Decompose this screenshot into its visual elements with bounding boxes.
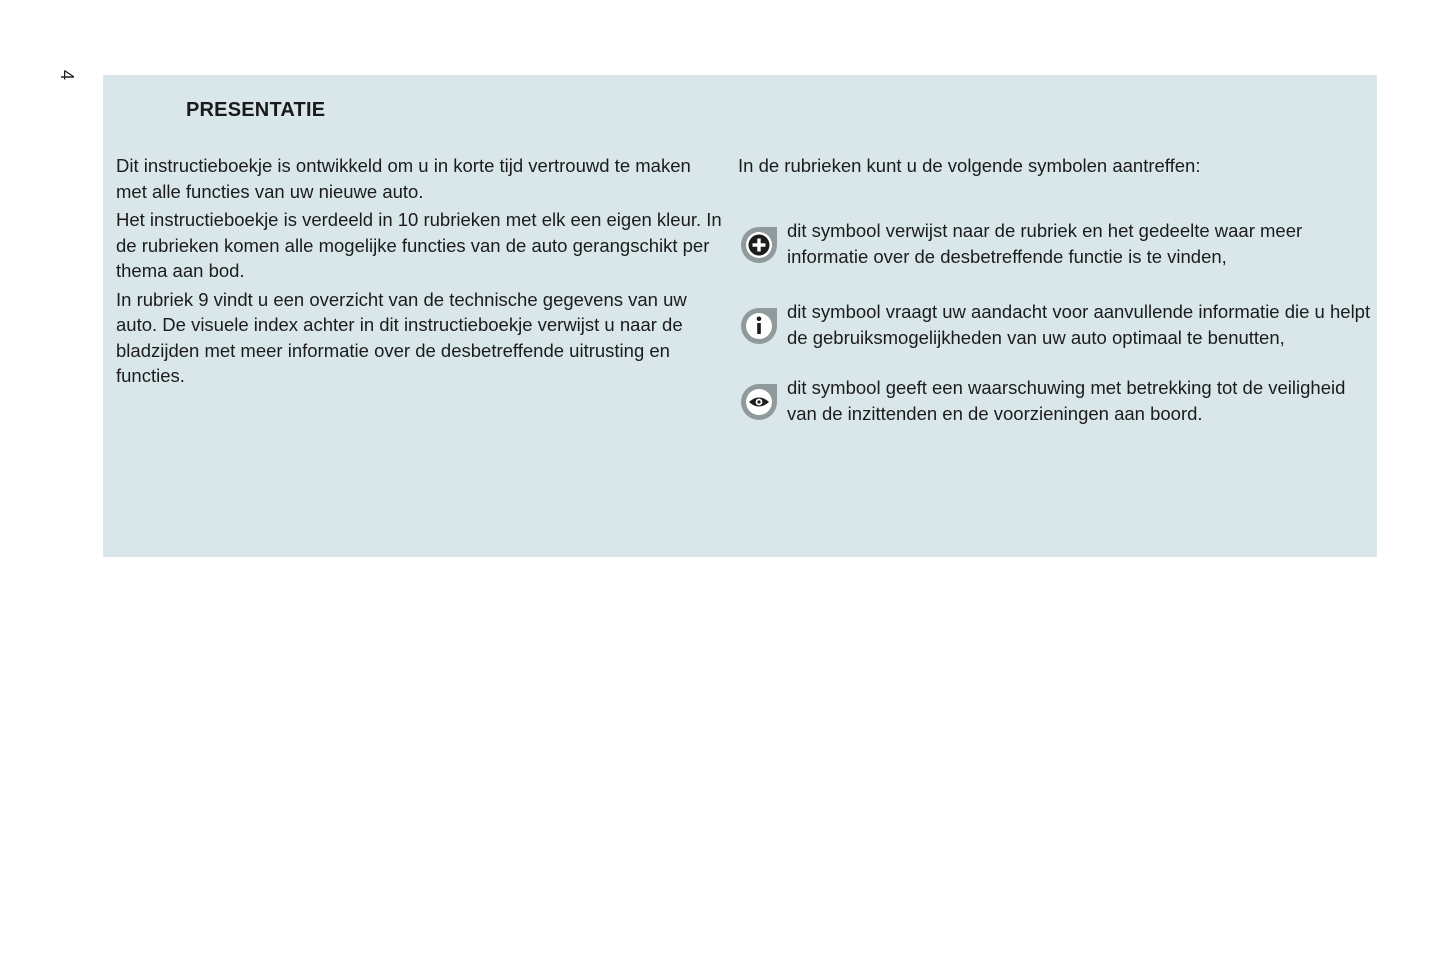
paragraph-rubrieken: Het instructieboekje is verdeeld in 10 rubrieken met elk een eigen kleur. In de rubrieken komen alle mogelijke functies van de auto gerangschikt per thema aan bod.: [116, 209, 722, 281]
symbol-item-warning: [738, 375, 1368, 427]
paragraph-technische-gegevens: In rubriek 9 vindt u een overzicht van de technische gegevens van uw auto. De visuele index achter in dit instructieboekje verwijst u naar de bladzijden met meer informatie over de desbetreffende uitrusting en functies.: [116, 288, 687, 386]
plus-reference-icon: [740, 226, 778, 264]
left-column: [116, 153, 726, 392]
eye-warning-icon: [740, 383, 778, 421]
section-title: PRESENTATIE: [186, 99, 326, 121]
symbol-item-reference: [738, 218, 1368, 270]
paragraph-intro: Dit instructieboekje is ontwikkeld om u in korte tijd vertrouwd te maken met alle functies van uw nieuwe auto.: [116, 155, 691, 202]
info-icon: [740, 307, 778, 345]
right-column: [738, 153, 1371, 424]
symbol-text-warning: dit symbool geeft een waarschuwing met betrekking tot de veiligheid van de inzittenden en de voorzieningen aan boord.: [787, 377, 1346, 424]
symbol-item-info: [738, 299, 1371, 351]
presentation-panel: [103, 75, 1377, 557]
page-number: 4: [57, 69, 77, 80]
symbol-text-reference: dit symbool verwijst naar de rubriek en het gedeelte waar meer informatie over de desbetreffende functie is te vinden,: [787, 220, 1303, 267]
symbols-intro: In de rubrieken kunt u de volgende symbolen aantreffen:: [738, 155, 1201, 176]
symbol-text-info: dit symbool vraagt uw aandacht voor aanvullende informatie die u helpt de gebruiksmogelijkheden van uw auto optimaal te benutten,: [787, 301, 1371, 348]
